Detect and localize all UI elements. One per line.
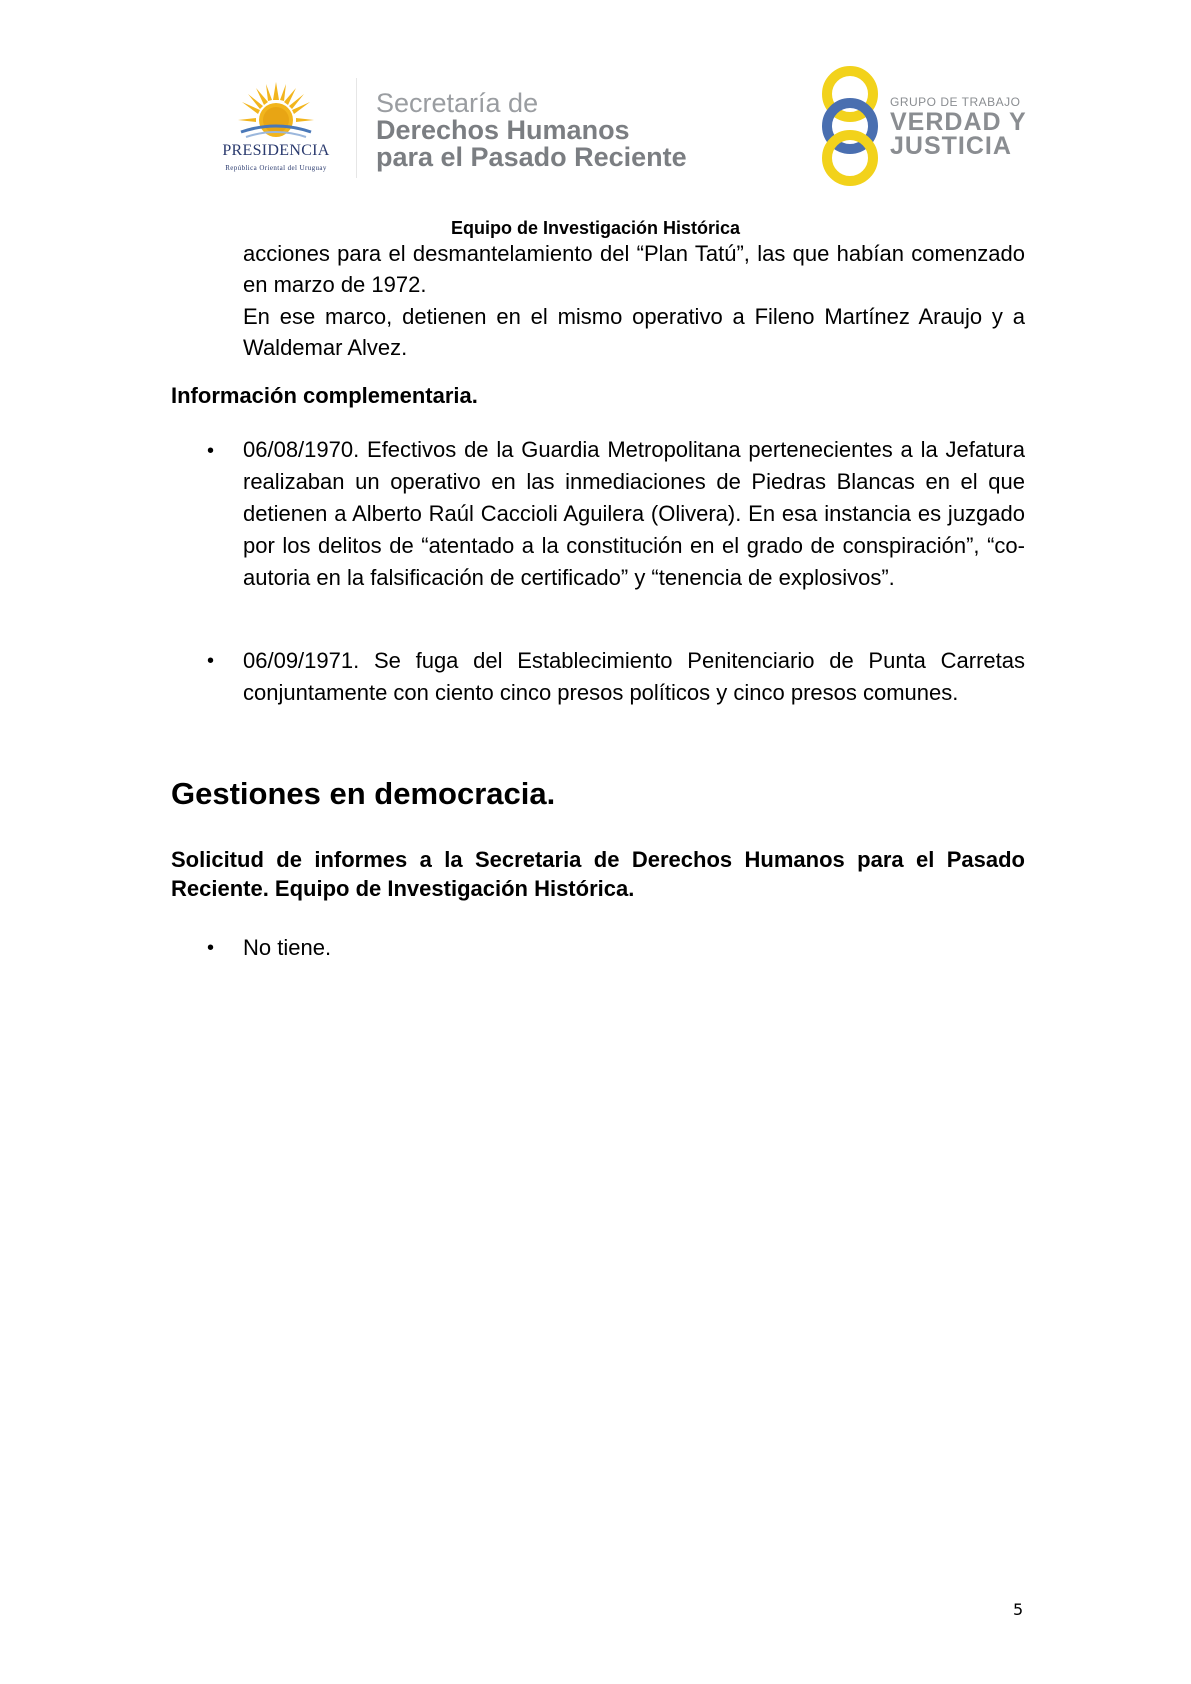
page-number: 5 [1013, 1600, 1024, 1619]
list-item: 06/08/1970. Efectivos de la Guardia Metropolitana pertenecientes a la Jefatura realizaban un operativo en las inmediaciones de Piedras Blancas en el que detienen a Alberto Raúl Caccioli Aguilera (Olivera). En esa instancia es juzgado por los delitos de “atentado a la constitución en el grado de conspiración”, “co- autoria en la falsificación de certificado” y “tenencia de explosivos”. [243, 437, 1025, 590]
bullet-icon: • [207, 440, 215, 462]
secretaria-line-3: para el Pasado Reciente [376, 142, 687, 172]
section-title: Gestiones en democracia. [171, 776, 556, 811]
presidencia-subtitle: República Oriental del Uruguay [225, 164, 327, 172]
bullet-icon: • [207, 650, 215, 672]
secretaria-line-1: Secretaría de [376, 88, 539, 118]
team-title: Equipo de Investigación Histórica [450, 218, 741, 238]
paragraph: acciones para el desmantelamiento del “Plan Tatú”, las que habían comenzado en marzo de 1972. [243, 241, 1025, 297]
presidencia-logo [196, 80, 356, 180]
verdad-justicia-logo [810, 62, 1030, 192]
list-item: No tiene. [243, 935, 332, 960]
gvj-title-line-1: VERDAD Y [890, 108, 1027, 136]
paragraph: En ese marco, detienen en el mismo operativo a Fileno Martínez Araujo y a Waldemar Alvez. [243, 304, 1025, 360]
header-divider [356, 78, 357, 178]
presidencia-title: PRESIDENCIA [222, 142, 330, 159]
solicitud-heading: Solicitud de informes a la Secretaria de Derechos Humanos para el Pasado Reciente. Equipo de Investigación Histórica. [171, 847, 1025, 901]
sun-icon [236, 80, 316, 140]
page-header [0, 0, 1191, 200]
gvj-title-line-2: JUSTICIA [890, 132, 1012, 160]
gvj-subtitle: GRUPO DE TRABAJO [890, 95, 1021, 109]
bullet-icon: • [207, 937, 215, 959]
linked-rings-icon [810, 62, 890, 192]
secretaria-logo-text [376, 90, 687, 171]
secretaria-line-2: Derechos Humanos [376, 115, 630, 145]
list-item: 06/09/1971. Se fuga del Establecimiento Penitenciario de Punta Carretas conjuntamente con ciento cinco presos políticos y cinco presos comunes. [243, 648, 1025, 705]
info-heading: Información complementaria. [171, 383, 478, 408]
